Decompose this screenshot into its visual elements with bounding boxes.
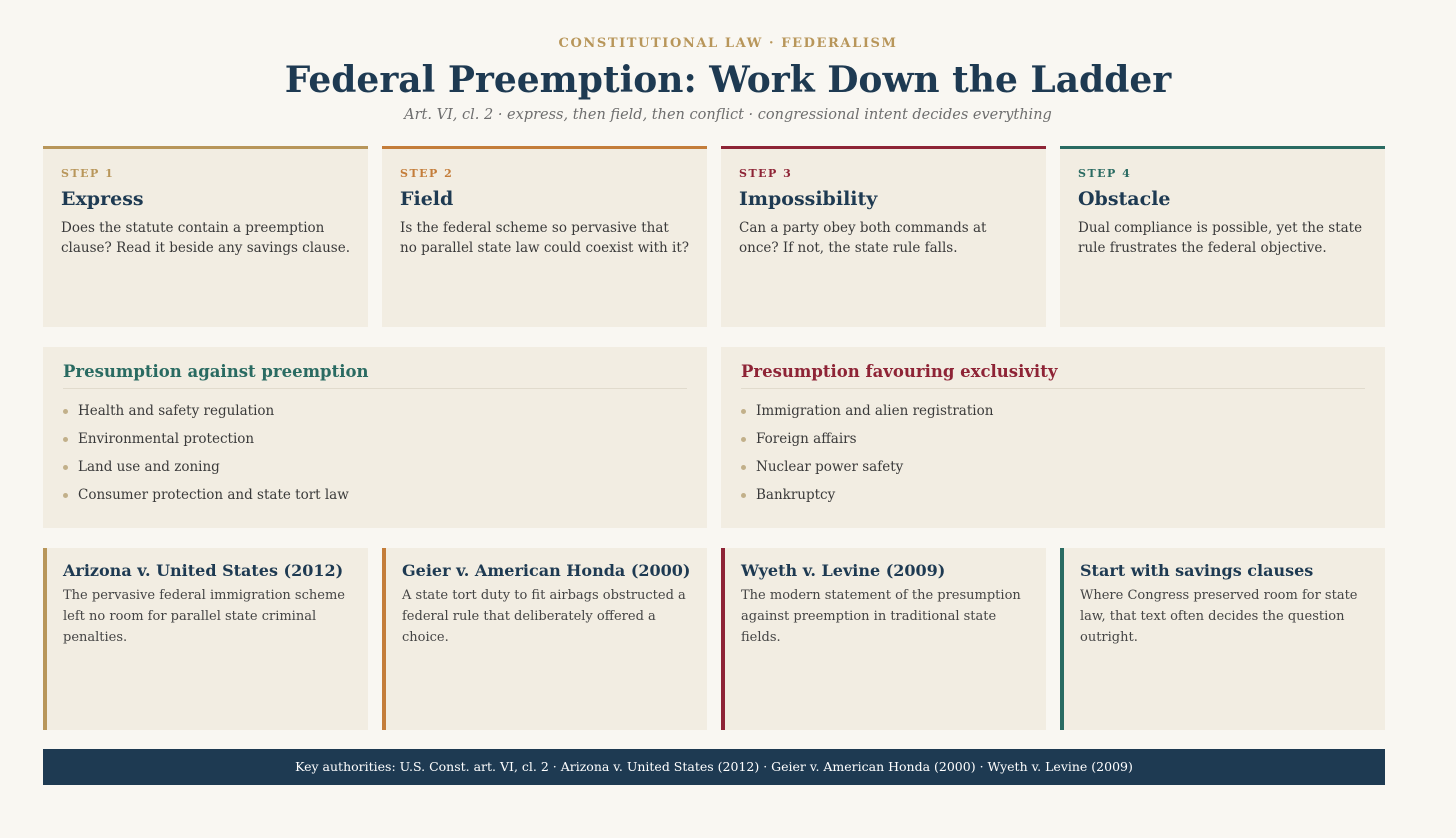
list-item (63, 429, 687, 457)
case-title: Wyeth v. Levine (2009) (741, 561, 946, 580)
list-item (741, 429, 1365, 457)
list-item-text: Consumer protection and state tort law (78, 487, 349, 503)
bullet-icon (63, 437, 68, 442)
step-name: Impossibility (739, 188, 878, 210)
bullet-icon (741, 409, 746, 414)
case-description: A state tort duty to fit airbags obstructed a federal rule that deliberately offered a choice. (402, 588, 686, 645)
list-item-text: Environmental protection (78, 431, 255, 447)
list-item-text: Bankruptcy (756, 487, 836, 503)
list-item (741, 457, 1365, 485)
presumption-exclusivity-panel (721, 347, 1385, 528)
list-item-text: Nuclear power safety (756, 459, 904, 475)
presumptions-row (43, 347, 1385, 528)
presumption-list (63, 401, 687, 513)
presumption-list (741, 401, 1365, 513)
case-title: Arizona v. United States (2012) (63, 561, 344, 580)
case-title: Start with savings clauses (1080, 561, 1314, 580)
case-title: Geier v. American Honda (2000) (402, 561, 691, 580)
key-authorities-footer: Key authorities: U.S. Const. art. VI, cl. 2 · Arizona v. United States (2012) · Geier v. American Honda (2000) · Wyeth v. Levine (2009) (43, 749, 1385, 785)
bullet-icon (741, 437, 746, 442)
step-description: Dual compliance is possible, yet the state rule frustrates the federal objective. (1078, 220, 1363, 256)
bullet-icon (63, 409, 68, 414)
step-card-obstacle (1060, 146, 1385, 327)
bullet-icon (741, 493, 746, 498)
case-description: The pervasive federal immigration scheme left no room for parallel state criminal penalties. (63, 588, 345, 645)
section-kicker: CONSTITUTIONAL LAW · FEDERALISM (558, 36, 898, 51)
bullet-icon (63, 465, 68, 470)
case-card-savings-clauses (1060, 548, 1385, 730)
presumption-against-panel (43, 347, 707, 528)
step-label: STEP 2 (400, 167, 454, 180)
case-card-wyeth (721, 548, 1046, 730)
step-name: Obstacle (1078, 188, 1171, 210)
step-name: Express (61, 188, 144, 210)
step-label: STEP 1 (61, 167, 115, 180)
step-card-express (43, 146, 368, 327)
list-item (63, 401, 687, 429)
step-label: STEP 3 (739, 167, 793, 180)
case-description: The modern statement of the presumption against preemption in traditional state fields. (741, 588, 1021, 645)
bullet-icon (741, 465, 746, 470)
step-description: Can a party obey both commands at once? If not, the state rule falls. (739, 220, 987, 256)
presumption-title: Presumption favouring exclusivity (741, 362, 1365, 389)
list-item (741, 485, 1365, 513)
step-card-field (382, 146, 707, 327)
steps-row (43, 146, 1385, 327)
case-description: Where Congress preserved room for state law, that text often decides the question outright. (1080, 588, 1358, 645)
list-item-text: Health and safety regulation (78, 403, 275, 419)
step-card-impossibility (721, 146, 1046, 327)
step-description: Is the federal scheme so pervasive that no parallel state law could coexist with it? (400, 220, 690, 256)
list-item-text: Immigration and alien registration (756, 403, 994, 419)
case-card-geier (382, 548, 707, 730)
page-subtitle: Art. VI, cl. 2 · express, then field, then conflict · congressional intent decides everything (404, 107, 1052, 123)
step-name: Field (400, 188, 454, 210)
presumption-title: Presumption against preemption (63, 362, 687, 389)
page-title: Federal Preemption: Work Down the Ladder (284, 59, 1172, 101)
list-item (741, 401, 1365, 429)
list-item-text: Foreign affairs (756, 431, 857, 447)
case-card-arizona (43, 548, 368, 730)
list-item (63, 485, 687, 513)
bullet-icon (63, 493, 68, 498)
list-item-text: Land use and zoning (78, 459, 220, 475)
list-item (63, 457, 687, 485)
cases-row (43, 548, 1385, 730)
step-label: STEP 4 (1078, 167, 1132, 180)
step-description: Does the statute contain a preemption clause? Read it beside any savings clause. (61, 220, 351, 256)
